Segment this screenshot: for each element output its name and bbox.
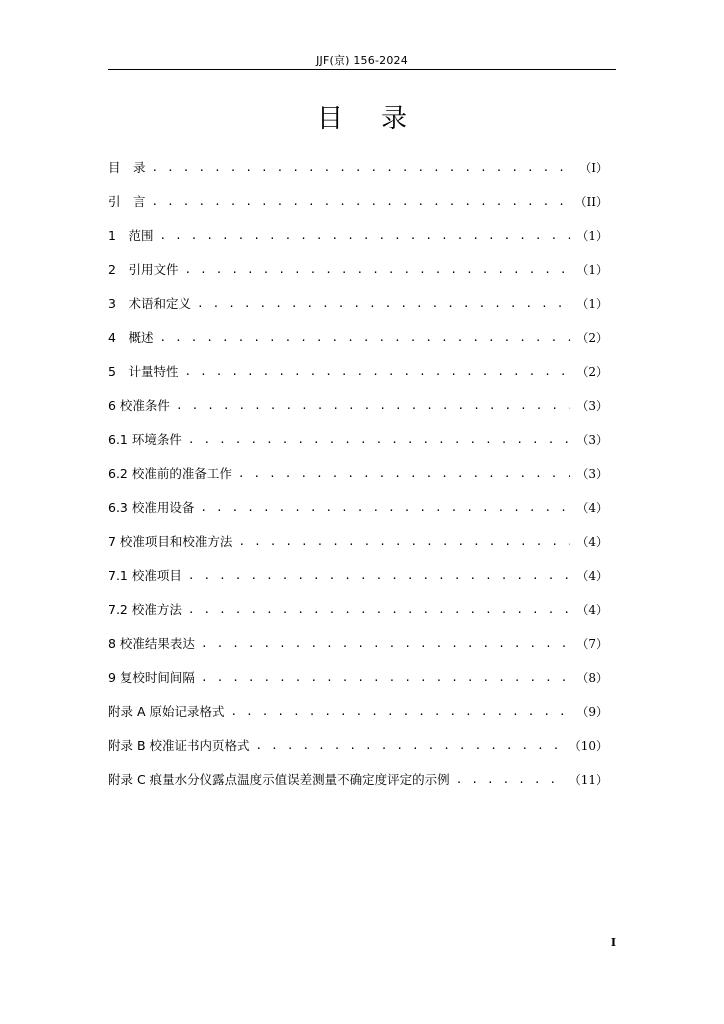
toc-leader-dots xyxy=(201,671,570,684)
toc-entry-page: （1） xyxy=(576,262,608,277)
toc-entry-terms[interactable] xyxy=(108,292,608,314)
toc-entry-equipment[interactable] xyxy=(108,496,608,518)
toc-entry-label: 6.3 校准用设备 xyxy=(108,500,195,515)
toc-entry-references[interactable] xyxy=(108,258,608,280)
toc-entry-page: （9） xyxy=(576,704,608,719)
toc-entry-label: 6 校准条件 xyxy=(108,398,170,413)
toc-entry-label: 7.1 校准项目 xyxy=(108,568,182,583)
toc-entry-label: 目 录 xyxy=(108,160,146,175)
toc-entry-page: （3） xyxy=(576,466,608,481)
toc-leader-dots xyxy=(176,399,570,412)
toc-entry-results[interactable] xyxy=(108,632,608,654)
toc-leader-dots xyxy=(184,263,570,276)
toc-leader-dots xyxy=(159,331,570,344)
toc-entry-page: （10） xyxy=(568,738,608,753)
toc-entry-page: （7） xyxy=(576,636,608,651)
toc-entry-label: 3 术语和定义 xyxy=(108,296,191,311)
toc-entry-label: 9 复校时间间隔 xyxy=(108,670,195,685)
toc-leader-dots xyxy=(159,229,570,242)
toc-entry-appendix-a[interactable] xyxy=(108,700,608,722)
toc-leader-dots xyxy=(152,195,569,208)
toc-entry-appendix-c[interactable] xyxy=(108,768,608,790)
toc-leader-dots xyxy=(197,297,570,310)
toc-leader-dots xyxy=(238,467,571,480)
toc-entry-calibration-conditions[interactable] xyxy=(108,394,608,416)
toc-leader-dots xyxy=(238,535,570,548)
toc-entry-label: 附录 B 校准证书内页格式 xyxy=(108,738,250,753)
toc-entry-page: （8） xyxy=(576,670,608,685)
toc-entry-introduction[interactable] xyxy=(108,190,608,212)
toc-leader-dots xyxy=(188,569,571,582)
toc-leader-dots xyxy=(152,161,574,174)
toc-entry-recalibration-interval[interactable] xyxy=(108,666,608,688)
toc-entry-label: 附录 A 原始记录格式 xyxy=(108,704,225,719)
toc-entry-page: （3） xyxy=(576,398,608,413)
toc-entry-overview[interactable] xyxy=(108,326,608,348)
toc-leader-dots xyxy=(231,705,571,718)
toc-entry-label: 5 计量特性 xyxy=(108,364,179,379)
document-code: JJF(京) 156-2024 xyxy=(316,54,408,67)
toc-entry-page: （4） xyxy=(576,568,608,583)
toc-entry-label: 引 言 xyxy=(108,194,146,209)
toc-entry-page: （I） xyxy=(579,160,608,175)
toc-entry-metrology[interactable] xyxy=(108,360,608,382)
toc-leader-dots xyxy=(184,365,570,378)
toc-entry-label: 4 概述 xyxy=(108,330,154,345)
toc-entry-contents[interactable] xyxy=(108,156,608,178)
toc-entry-items[interactable] xyxy=(108,564,608,586)
header-divider xyxy=(108,69,616,70)
toc-entry-appendix-b[interactable] xyxy=(108,734,608,756)
toc-entry-preparation[interactable] xyxy=(108,462,608,484)
toc-entry-page: （4） xyxy=(576,602,608,617)
toc-entry-page: （4） xyxy=(576,534,608,549)
toc-entry-label: 7 校准项目和校准方法 xyxy=(108,534,233,549)
toc-leader-dots xyxy=(256,739,563,752)
toc-entry-methods[interactable] xyxy=(108,598,608,620)
toc-leader-dots xyxy=(200,501,570,514)
toc-entry-page: （1） xyxy=(576,296,608,311)
toc-entry-page: （II） xyxy=(574,194,608,209)
page-title: 目录 xyxy=(316,104,445,134)
toc-entry-label: 6.2 校准前的准备工作 xyxy=(108,466,232,481)
toc-leader-dots xyxy=(188,433,571,446)
toc-entry-page: （2） xyxy=(576,330,608,345)
toc-entry-label: 6.1 环境条件 xyxy=(108,432,182,447)
toc-entry-page: （1） xyxy=(576,228,608,243)
toc-entry-environment[interactable] xyxy=(108,428,608,450)
page-number: I xyxy=(610,936,616,949)
toc-entry-scope[interactable] xyxy=(108,224,608,246)
toc-entry-page: （3） xyxy=(576,432,608,447)
toc-entry-label: 1 范围 xyxy=(108,228,154,243)
toc-leader-dots xyxy=(188,603,571,616)
toc-entry-items-and-methods[interactable] xyxy=(108,530,608,552)
toc-leader-dots xyxy=(201,637,570,650)
toc-entry-label: 2 引用文件 xyxy=(108,262,179,277)
toc-entry-page: （2） xyxy=(576,364,608,379)
toc-entry-label: 附录 C 痕量水分仪露点温度示值误差测量不确定度评定的示例 xyxy=(108,772,450,787)
toc-leader-dots xyxy=(456,773,563,786)
toc-entry-page: （11） xyxy=(568,772,608,787)
toc-entry-label: 8 校准结果表达 xyxy=(108,636,195,651)
toc-entry-page: （4） xyxy=(576,500,608,515)
toc-entry-label: 7.2 校准方法 xyxy=(108,602,182,617)
